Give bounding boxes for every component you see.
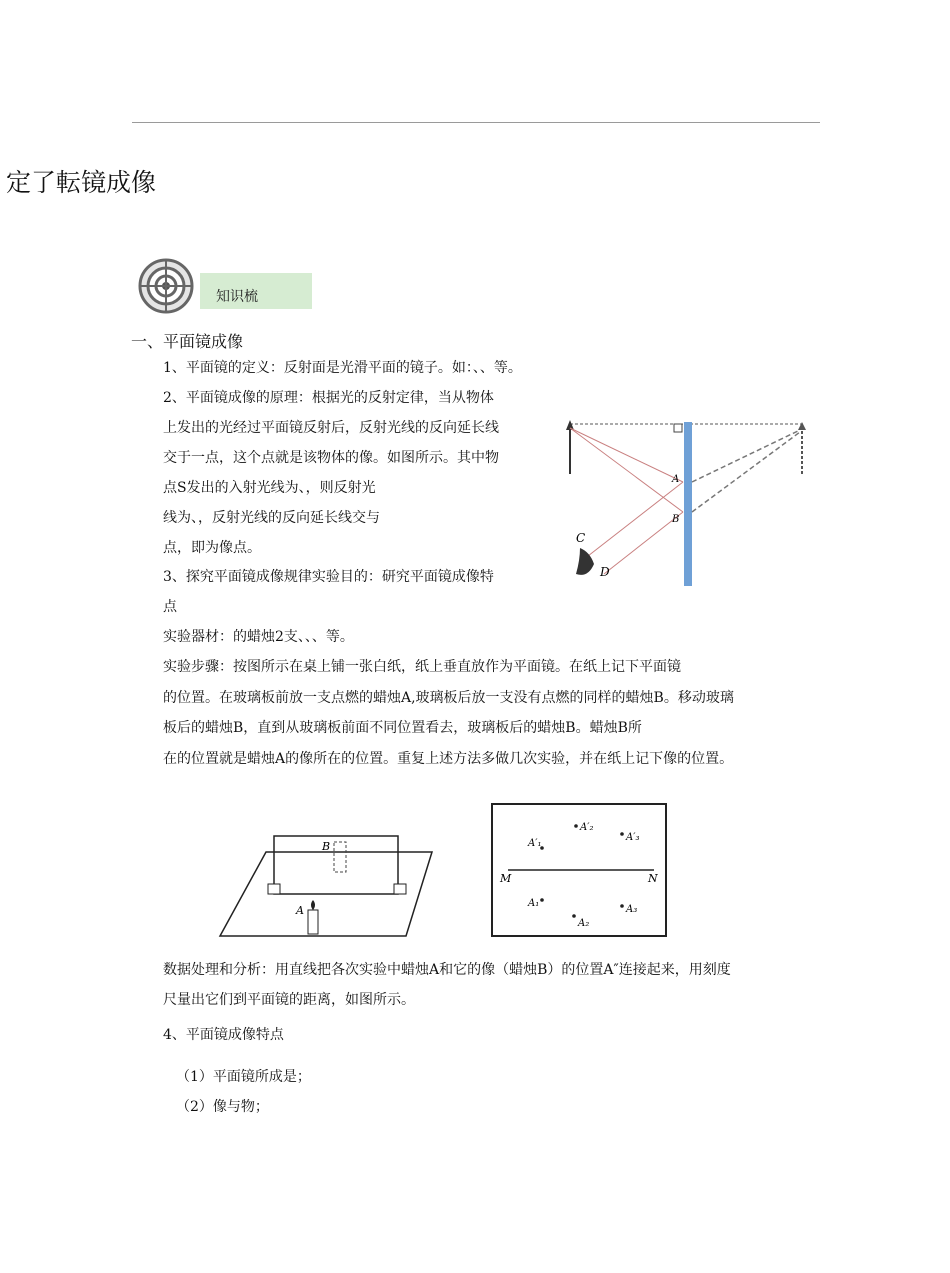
text-line: 的位置。在玻璃板前放一支点燃的蜡烛A,玻璃板后放一支没有点燃的同样的蜡烛B。移动玻璃 xyxy=(163,690,734,706)
text-line: 实验步骤：按图所示在桌上铺一张白纸，纸上垂直放作为平面镜。在纸上记下平面镜 xyxy=(163,659,681,675)
text-line: 交于一点，这个点就是该物体的像。如图所示。其中物 xyxy=(163,450,499,466)
text-line: 在的位置就是蜡烛A的像所在的位置。重复上述方法多做几次实验，并在纸上记下像的位置。 xyxy=(163,751,734,767)
text-line: 实验器材：的蜡烛2支、、、等。 xyxy=(163,629,354,645)
text-line: （1）平面镜所成是； xyxy=(176,1069,311,1085)
badge-label: 知识梳 xyxy=(216,289,258,305)
text-line: 3、探究平面镜成像规律实验目的：研究平面镜成像特 xyxy=(163,569,494,585)
text-line: 1、平面镜的定义：反射面是光滑平面的镜子。如：、、等。 xyxy=(163,360,522,376)
image-point-a2-label: A′₂ xyxy=(580,822,594,833)
text-line: 数据处理和分析：用直线把各次实验中蜡烛A和它的像（蜡烛B）的位置A″连接起来，用刻度 xyxy=(163,962,731,978)
image-points-diagram xyxy=(490,802,668,938)
text-line: 2、平面镜成像的原理：根据光的反射定律，当从物体 xyxy=(163,390,494,406)
target-icon xyxy=(138,258,194,314)
header-rule xyxy=(132,122,820,123)
image-point-a1-label: A′₁ xyxy=(528,838,542,849)
mirror-point-d-label: D xyxy=(600,565,610,579)
image-point-a3-label: A′₃ xyxy=(626,832,640,843)
setup-point-b-label: B xyxy=(322,840,331,853)
mirror-point-a-label: A xyxy=(672,474,680,485)
text-line: （2）像与物； xyxy=(176,1099,269,1115)
text-line: 点 xyxy=(163,599,177,615)
text-line: 上发出的光经过平面镜反射后，反射光线的反向延长线 xyxy=(163,420,499,436)
text-line: 4、平面镜成像特点 xyxy=(163,1027,284,1043)
mirror-point-b-label: B xyxy=(672,514,680,525)
section-heading: 一、平面镜成像 xyxy=(131,332,244,351)
text-line: 点S发出的入射光线为、，则反射光 xyxy=(163,480,376,496)
text-line: 线为、，反射光线的反向延长线交与 xyxy=(163,510,380,526)
setup-point-a-label: A xyxy=(296,904,304,917)
mirror-ray-diagram xyxy=(560,416,812,592)
experiment-setup-diagram xyxy=(218,798,438,940)
badge-tab xyxy=(200,273,312,309)
knowledge-badge xyxy=(138,258,316,316)
mirror-point-c-label: C xyxy=(576,531,586,545)
object-point-a2-label: A₂ xyxy=(578,918,590,929)
text-line: 尺量出它们到平面镜的距离，如图所示。 xyxy=(163,992,415,1008)
object-point-a1-label: A₁ xyxy=(528,898,540,909)
object-point-a3-label: A₃ xyxy=(626,904,638,915)
text-line: 点，即为像点。 xyxy=(163,540,261,556)
line-end-n-label: N xyxy=(648,872,658,885)
text-line: 板后的蜡烛B，直到从玻璃板前面不同位置看去，玻璃板后的蜡烛B。蜡烛B所 xyxy=(163,720,642,736)
page-title: 定了転镜成像 xyxy=(6,168,157,197)
line-end-m-label: M xyxy=(500,872,512,885)
